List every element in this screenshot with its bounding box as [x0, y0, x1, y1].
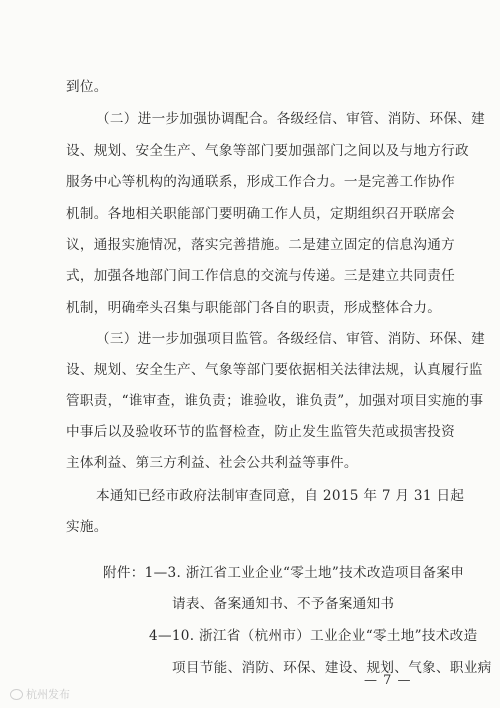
page-number: — 7 — — [364, 673, 412, 688]
paragraph-line: 式，加强各地部门间工作信息的交流与传递。三是建立共同责任 — [66, 268, 456, 284]
effective-date-line: 本通知已经市政府法制审查同意，自 2015 年 7 月 31 日起 — [96, 488, 465, 504]
section-heading-line: （二）进一步加强协调配合。各级经信、审管、消防、环保、建 — [96, 111, 486, 127]
paragraph-line: 实施。 — [66, 519, 108, 535]
paragraph-line: 中事后以及验收环节的监督检查，防止发生监管失范或损害投资 — [66, 424, 456, 440]
paragraph-line: 到位。 — [66, 79, 108, 95]
watermark — [10, 686, 70, 702]
paragraph-line: 服务中心等机构的沟通联系，形成工作合力。一是完善工作协作 — [66, 174, 456, 190]
weibo-icon — [10, 689, 23, 700]
attachment-line: 4—10. 浙江省（杭州市）工业企业“零土地”技术改造 — [149, 628, 478, 644]
paragraph-line: 主体利益、第三方利益、社会公共利益等事件。 — [66, 455, 358, 471]
attachment-line: 项目节能、消防、环保、建设、规划、气象、职业病 — [172, 660, 492, 676]
paragraph-line: 设、规划、安全生产、气象等部门要依据相关法律法规，认真履行监 — [66, 362, 483, 378]
attachment-line: 请表、备案通知书、不予备案通知书 — [172, 596, 395, 612]
section-heading-line: （三）进一步加强项目监管。各级经信、审管、消防、环保、建 — [96, 331, 486, 347]
paragraph-line: 设、规划、安全生产、气象等部门要加强部门之间以及与地方行政 — [66, 143, 469, 159]
watermark-text: 杭州发布 — [26, 688, 70, 701]
paragraph-line: 管职责，“谁审查，谁负责；谁验收，谁负责”，加强对项目实施的事 — [66, 393, 484, 409]
paragraph-line: 机制，明确牵头召集与职能部门各自的职责，形成整体合力。 — [66, 300, 442, 316]
attachment-line: 附件：1—3. 浙江省工业企业“零土地”技术改造项目备案申 — [103, 565, 465, 581]
paragraph-line: 机制。各地相关职能部门要明确工作人员，定期组织召开联席会 — [66, 206, 456, 222]
paragraph-line: 议，通报实施情况，落实完善措施。二是建立固定的信息沟通方 — [66, 237, 456, 253]
